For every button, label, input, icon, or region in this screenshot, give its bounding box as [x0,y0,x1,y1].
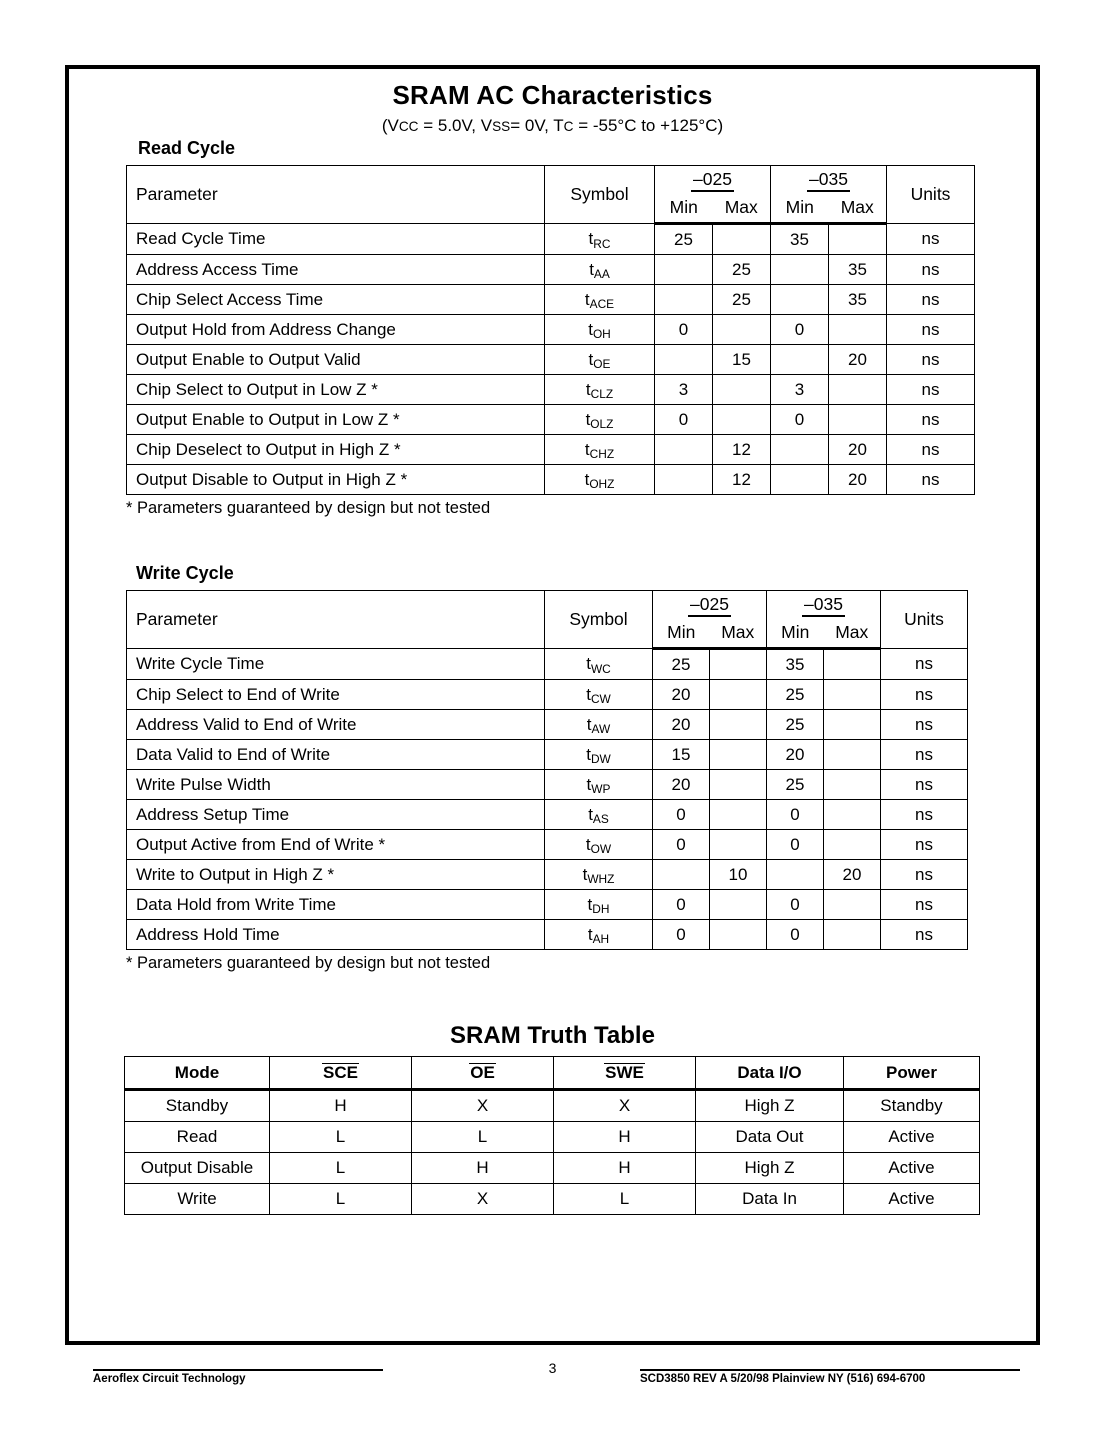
parameter-cell: Address Hold Time [127,920,545,950]
symbol-base: t [588,319,593,339]
symbol-cell [545,710,653,740]
value-cell-min2 [771,345,829,375]
symbol-subscript: OLZ [590,417,614,432]
units-cell: ns [881,680,968,710]
symbol-cell [545,740,653,770]
write-table-body [127,649,968,950]
vcc-value: = 5.0V, [418,116,481,135]
value-cell-min2: 20 [767,740,824,770]
read-header-025-min: Min [655,193,713,224]
value-cell-min1: 0 [653,800,710,830]
value-cell-max1: 15 [713,345,771,375]
vss-subscript: SS [492,119,511,134]
truth-cell-sce: L [270,1184,412,1215]
value-cell-min2 [771,435,829,465]
symbol-base: t [585,409,591,429]
symbol-subscript: CHZ [589,447,615,462]
read-cycle-footnote: * Parameters guaranteed by design but not tested [126,499,491,517]
tc-value: = -55°C to +125°C) [573,116,724,135]
value-cell-min2: 35 [767,649,824,680]
vcc-subscript: CC [398,119,419,134]
value-cell-min1: 15 [653,740,710,770]
parameter-cell: Output Active from End of Write * [127,830,545,860]
write-header-parameter: Parameter [127,591,545,649]
symbol-cell [545,224,655,255]
truth-cell-power: Standby [844,1090,980,1122]
footer-company: Aeroflex Circuit Technology [93,1369,383,1385]
truth-header-sce [270,1057,412,1090]
value-cell-max1 [710,800,767,830]
symbol-cell [545,860,653,890]
parameter-cell: Output Enable to Output in Low Z * [127,405,545,435]
table-row [127,680,968,710]
table-row [127,224,975,255]
value-cell-min2: 0 [771,315,829,345]
table-row [127,405,975,435]
units-cell: ns [887,375,975,405]
symbol-subscript: AS [592,812,609,827]
sram-truth-table [124,1056,980,1215]
table-row [127,830,968,860]
symbol-cell [545,435,655,465]
symbol-subscript: CW [590,692,611,707]
table-row [127,375,975,405]
subtitle-open-paren: ( [381,116,388,135]
symbol-base: t [584,469,590,489]
units-cell: ns [881,649,968,680]
units-cell: ns [881,710,968,740]
value-cell-max1 [710,830,767,860]
value-cell-max1 [713,375,771,405]
page-title: SRAM AC Characteristics [392,80,713,110]
symbol-subscript: OHZ [589,477,615,492]
value-cell-min2: 0 [767,920,824,950]
value-cell-max2 [824,920,881,950]
value-cell-min1: 0 [655,405,713,435]
truth-cell-data-io: High Z [696,1153,844,1184]
symbol-base: t [585,834,591,854]
symbol-cell [545,285,655,315]
symbol-cell [545,890,653,920]
units-cell: ns [887,255,975,285]
units-cell: ns [881,860,968,890]
truth-header-data-i-o [696,1057,844,1090]
table-row [125,1153,980,1184]
value-cell-min2 [771,285,829,315]
value-cell-min1 [655,465,713,495]
read-grade-035-text: –035 [807,169,850,192]
symbol-subscript: OW [590,842,612,857]
units-cell: ns [881,740,968,770]
value-cell-max1 [710,680,767,710]
table-row [127,740,968,770]
table-row [127,465,975,495]
units-cell: ns [887,315,975,345]
value-cell-min1: 25 [653,649,710,680]
units-cell: ns [887,224,975,255]
truth-cell-power: Active [844,1184,980,1215]
truth-header-label: Data I/O [737,1062,802,1082]
value-cell-min1 [655,345,713,375]
symbol-base: t [584,439,590,459]
truth-cell-mode: Read [125,1122,270,1153]
value-cell-max2 [824,770,881,800]
read-header-grade-035 [771,166,887,194]
read-grade-025-text: –025 [691,169,734,192]
value-cell-min2 [771,465,829,495]
parameter-cell: Write Pulse Width [127,770,545,800]
truth-cell-data-io: Data In [696,1184,844,1215]
write-header-025-max: Max [710,618,767,649]
parameter-cell: Write to Output in High Z * [127,860,545,890]
units-cell: ns [881,830,968,860]
value-cell-max2 [824,649,881,680]
parameter-cell: Address Access Time [127,255,545,285]
vss-symbol: V [480,116,493,135]
value-cell-min2 [771,255,829,285]
value-cell-max1 [713,315,771,345]
value-cell-max2: 20 [829,435,887,465]
read-header-035-max: Max [829,193,887,224]
truth-cell-power: Active [844,1153,980,1184]
units-cell: ns [881,800,968,830]
truth-header-mode [125,1057,270,1090]
symbol-cell [545,770,653,800]
read-header-units: Units [887,166,975,224]
symbol-base: t [586,744,591,764]
parameter-cell: Read Cycle Time [127,224,545,255]
value-cell-min1 [655,435,713,465]
symbol-subscript: AH [592,932,610,947]
parameter-cell: Address Valid to End of Write [127,710,545,740]
read-header-parameter: Parameter [127,166,545,224]
value-cell-max2: 20 [829,345,887,375]
value-cell-max1: 25 [713,285,771,315]
symbol-subscript: OH [592,327,611,342]
parameter-cell: Chip Select to Output in Low Z * [127,375,545,405]
symbol-base: t [587,894,593,914]
value-cell-max1 [710,649,767,680]
write-cycle-table [126,590,968,950]
value-cell-min1: 0 [655,315,713,345]
truth-cell-swe: H [554,1122,696,1153]
value-cell-min2: 0 [771,405,829,435]
value-cell-max1: 12 [713,465,771,495]
symbol-subscript: RC [593,236,611,251]
truth-cell-data-io: High Z [696,1090,844,1122]
symbol-subscript: WP [591,782,611,797]
value-cell-max1: 25 [713,255,771,285]
truth-header-oe [412,1057,554,1090]
value-cell-min2: 0 [767,800,824,830]
read-header-grade-025 [655,166,771,194]
symbol-cell [545,920,653,950]
write-header-035-max: Max [824,618,881,649]
truth-header-label: SCE [323,1062,358,1082]
units-cell: ns [887,465,975,495]
truth-table-body [125,1090,980,1215]
value-cell-min2: 0 [767,890,824,920]
symbol-subscript: OE [593,357,611,372]
truth-cell-mode: Standby [125,1090,270,1122]
symbol-subscript: WC [590,661,611,676]
tc-subscript: C [563,119,574,134]
parameter-cell: Write Cycle Time [127,649,545,680]
symbol-subscript: WHZ [587,872,615,887]
value-cell-min1 [655,285,713,315]
page-subtitle [0,116,1105,136]
write-grade-025-text: –025 [688,594,731,617]
symbol-subscript: CLZ [590,387,614,402]
truth-table-header-row [125,1057,980,1090]
read-cycle-table [126,165,975,495]
symbol-subscript: DW [590,752,611,767]
value-cell-max2: 20 [829,465,887,495]
footer-page-number: 3 [548,1360,557,1376]
symbol-base: t [586,714,592,734]
table-row [127,285,975,315]
write-grade-035-text: –035 [802,594,845,617]
units-cell: ns [887,435,975,465]
table-row [127,710,968,740]
units-cell: ns [881,890,968,920]
write-cycle-footnote: * Parameters guaranteed by design but not tested [126,954,491,972]
truth-cell-mode: Output Disable [125,1153,270,1184]
tc-symbol: T [553,116,564,135]
symbol-base: t [586,684,591,704]
symbol-base: t [589,259,594,279]
symbol-cell [545,375,655,405]
symbol-base: t [582,864,588,884]
read-header-035-min: Min [771,193,829,224]
units-cell: ns [887,405,975,435]
write-cycle-label: Write Cycle [136,563,234,583]
write-table-header-grade-row [127,591,968,619]
value-cell-max2 [829,405,887,435]
table-row [127,435,975,465]
truth-header-label: SWE [605,1062,644,1082]
truth-table-title: SRAM Truth Table [450,1022,655,1049]
value-cell-max1 [710,890,767,920]
value-cell-max2 [824,830,881,860]
symbol-cell [545,315,655,345]
value-cell-max1 [713,405,771,435]
write-header-units: Units [881,591,968,649]
value-cell-min1: 0 [653,890,710,920]
parameter-cell: Chip Deselect to Output in High Z * [127,435,545,465]
truth-cell-oe: L [412,1122,554,1153]
write-header-symbol: Symbol [545,591,653,649]
footer-doc-info: SCD3850 REV A 5/20/98 Plainview NY (516) 694-6700 [640,1369,1020,1385]
value-cell-max2 [829,375,887,405]
parameter-cell: Output Disable to Output in High Z * [127,465,545,495]
units-cell: ns [881,770,968,800]
truth-cell-sce: L [270,1153,412,1184]
truth-cell-sce: L [270,1122,412,1153]
units-cell: ns [887,285,975,315]
value-cell-max2 [824,710,881,740]
truth-header-label: Mode [174,1062,220,1082]
vss-value: = 0V, [510,116,554,135]
value-cell-max2: 35 [829,255,887,285]
table-row [127,649,968,680]
value-cell-min1: 0 [653,920,710,950]
write-header-035-min: Min [767,618,824,649]
symbol-cell [545,680,653,710]
value-cell-max2 [824,680,881,710]
truth-cell-data-io: Data Out [696,1122,844,1153]
table-row [127,890,968,920]
symbol-base: t [588,229,594,248]
table-row [125,1122,980,1153]
write-header-grade-025 [653,591,767,619]
value-cell-min2: 35 [771,224,829,255]
symbol-base: t [585,379,591,399]
symbol-cell [545,649,653,680]
parameter-cell: Chip Select Access Time [127,285,545,315]
symbol-subscript: AW [591,722,611,737]
truth-cell-mode: Write [125,1184,270,1215]
parameter-cell: Data Hold from Write Time [127,890,545,920]
value-cell-min1 [653,860,710,890]
table-row [127,800,968,830]
value-cell-max1 [710,710,767,740]
value-cell-min1: 25 [655,224,713,255]
truth-header-label: OE [470,1062,495,1082]
value-cell-min1: 3 [655,375,713,405]
value-cell-max1: 10 [710,860,767,890]
symbol-base: t [587,924,593,944]
value-cell-min2: 25 [767,680,824,710]
truth-cell-oe: X [412,1090,554,1122]
value-cell-min1 [655,255,713,285]
table-row [127,860,968,890]
write-header-grade-035 [767,591,881,619]
symbol-base: t [584,289,590,309]
truth-cell-oe: X [412,1184,554,1215]
parameter-cell: Chip Select to End of Write [127,680,545,710]
symbol-base: t [588,349,594,369]
write-header-025-min: Min [653,618,710,649]
symbol-subscript: AA [593,267,610,282]
value-cell-max1 [713,224,771,255]
page-footer [0,1356,1105,1396]
parameter-cell: Address Setup Time [127,800,545,830]
table-row [127,255,975,285]
symbol-cell [545,405,655,435]
vcc-symbol: V [387,116,399,135]
value-cell-min1: 20 [653,680,710,710]
table-row [127,345,975,375]
truth-cell-swe: H [554,1153,696,1184]
read-cycle-label: Read Cycle [138,138,236,158]
truth-header-power [844,1057,980,1090]
truth-cell-swe: L [554,1184,696,1215]
table-row [125,1184,980,1215]
value-cell-min2: 25 [767,710,824,740]
parameter-cell: Output Enable to Output Valid [127,345,545,375]
symbol-base: t [586,654,591,673]
value-cell-max1 [710,770,767,800]
symbol-base: t [588,804,593,824]
truth-header-label: Power [885,1062,938,1082]
truth-cell-sce: H [270,1090,412,1122]
value-cell-max2 [824,890,881,920]
value-cell-max2 [829,224,887,255]
value-cell-max2: 20 [824,860,881,890]
read-table-body [127,224,975,495]
symbol-subscript: DH [592,902,610,917]
parameter-cell: Output Hold from Address Change [127,315,545,345]
table-row [127,315,975,345]
truth-cell-oe: H [412,1153,554,1184]
truth-cell-power: Active [844,1122,980,1153]
value-cell-min1: 0 [653,830,710,860]
value-cell-min1: 20 [653,770,710,800]
symbol-cell [545,255,655,285]
read-header-025-max: Max [713,193,771,224]
value-cell-max2 [824,800,881,830]
value-cell-max2 [829,315,887,345]
read-table-header-grade-row [127,166,975,194]
read-header-symbol: Symbol [545,166,655,224]
value-cell-min2: 25 [767,770,824,800]
parameter-cell: Data Valid to End of Write [127,740,545,770]
truth-header-swe [554,1057,696,1090]
table-row [125,1090,980,1122]
symbol-cell [545,465,655,495]
value-cell-max1 [710,920,767,950]
value-cell-min2: 3 [771,375,829,405]
symbol-cell [545,830,653,860]
table-row [127,770,968,800]
value-cell-max1 [710,740,767,770]
value-cell-max2: 35 [829,285,887,315]
truth-cell-swe: X [554,1090,696,1122]
value-cell-min1: 20 [653,710,710,740]
symbol-cell [545,345,655,375]
table-row [127,920,968,950]
value-cell-min2: 0 [767,830,824,860]
value-cell-max1: 12 [713,435,771,465]
units-cell: ns [881,920,968,950]
symbol-cell [545,800,653,830]
value-cell-min2 [767,860,824,890]
symbol-base: t [586,774,592,794]
units-cell: ns [887,345,975,375]
symbol-subscript: ACE [589,297,615,312]
value-cell-max2 [824,740,881,770]
